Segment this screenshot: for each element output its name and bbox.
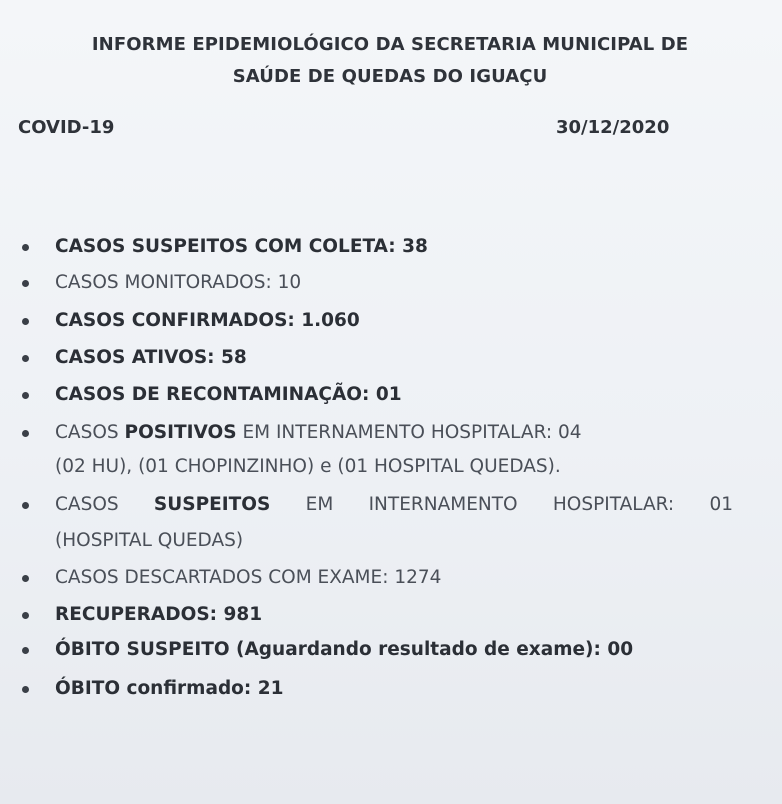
item-word: EM [305,494,334,515]
bullet-icon [22,502,29,509]
item-highlight: POSITIVOS [124,422,237,443]
bullet-icon [22,647,29,654]
item-text: RECUPERADOS: 981 [55,604,263,625]
item-text: CASOS MONITORADOS: 10 [55,272,302,293]
item-continuation: (HOSPITAL QUEDAS) [55,530,244,551]
item-prefix: CASOS [55,422,125,443]
bullet-icon [22,280,29,287]
item-text [55,488,733,522]
report-date: 30/12/2020 [556,117,670,138]
item-word: 01 [709,494,733,515]
item-text: CASOS ATIVOS: 58 [55,347,247,368]
bullet-icon [22,575,29,582]
item-word: HOSPITALAR: [552,494,675,515]
bullet-icon [22,612,29,619]
item-text: CASOS DE RECONTAMINAÇÃO: 01 [55,384,402,405]
item-text: CASOS CONFIRMADOS: 1.060 [55,310,360,331]
bullet-icon [22,392,29,399]
bullet-icon [22,686,29,693]
bullet-icon [22,318,29,325]
bullet-icon [22,430,29,437]
item-continuation: (02 HU), (01 CHOPINZINHO) e (01 HOSPITAL QUEDAS). [55,456,561,477]
item-text [55,416,755,450]
item-text: CASOS DESCARTADOS COM EXAME: 1274 [55,567,442,588]
item-suffix: EM INTERNAMENTO HOSPITALAR: 04 [236,422,582,443]
item-word: CASOS [55,494,119,515]
item-text: CASOS SUSPEITOS COM COLETA: 38 [55,236,428,257]
item-highlight: SUSPEITOS [153,494,271,515]
disease-label: COVID-19 [18,117,115,138]
document-title-line-2: SAÚDE DE QUEDAS DO IGUAÇU [232,66,548,87]
bullet-icon [22,244,29,251]
item-text: ÓBITO SUSPEITO (Aguardando resultado de exame): 00 [55,639,634,660]
item-text: ÓBITO confirmado: 21 [55,678,284,699]
item-word: INTERNAMENTO [368,494,518,515]
bullet-icon [22,355,29,362]
document-title-line-1: INFORME EPIDEMIOLÓGICO DA SECRETARIA MUNICIPAL DE [91,34,689,55]
